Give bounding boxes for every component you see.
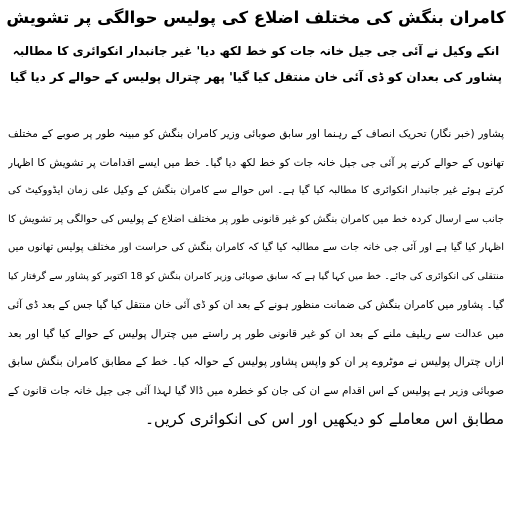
article-line: گیا۔ پشاور میں کامران بنگش کی ضمانت منظور ہونے کے بعد ان کو ڈی آئی خان منتقل کیا گیا جس کے بعد ڈی آئی <box>8 299 504 311</box>
article-line: اظہار کیا گیا ہے اور آئی جی خانہ جات سے مطالبہ کیا گیا کہ کامران بنگش کی حراست اور مختلف پولیس تھانوں میں <box>8 242 504 253</box>
article-line: مطابق اس معاملے کو دیکھیں اور اس کی انکوائری کریں۔ <box>145 410 504 428</box>
sub-headline-2: پشاور کی بعدان کو ڈی آئی خان منتقل کیا گیا' پھر چترال پولیس کے حوالے کر دیا گیا <box>10 70 502 84</box>
article-line: جانب سے ارسال کردہ خط میں کامران بنگش کو غیر قانونی طور پر مختلف اضلاع کے پولیس کی حوالگی پر تشویش کا <box>8 213 504 225</box>
main-headline: کامران بنگش کی مختلف اضلاع کی پولیس حوالگی پر تشویش <box>6 8 506 27</box>
article-line: تھانوں کے حوالے کرنے پر آئی جی جیل خانہ جات کو خط لکھ دیا گیا۔ خط میں ایسے اقدامات پر تشویش کا اظہار <box>8 156 504 169</box>
article-line: میں عدالت سے ریلیف ملنے کے بعد ان کو غیر قانونی طور پر راستے میں چترال پولیس کے حوالے کیا گیا اور بعد <box>8 327 504 340</box>
article-line: کرتے ہوئے غیر جانبدار انکوائری کا مطالبہ کیا گیا ہے۔ اس حوالے سے کامران بنگش کے وکیل علی زمان ایڈووکیٹ کی <box>8 185 504 196</box>
article-line: صوبائی وزیر ہے پولیس کے اس اقدام سے ان کی جان کو خطرہ میں ڈالا گیا لہذا آئی جی جیل خانہ جات قانون کے <box>8 384 504 397</box>
article-line: پشاور (خبر نگار) تحریک انصاف کے رہنما اور سابق صوبائی وزیر کامران بنگش کو مبینہ طور پر صوبے کے مختلف <box>8 128 504 140</box>
article-body <box>8 120 504 434</box>
article-line: ازاں چترال پولیس نے موٹروے پر ان کو واپس پشاور پولیس کے حوالہ کیا۔ خط کے مطابق کامران بنگش سابق <box>8 355 504 368</box>
article-line: منتقلی کی انکوائری کی جائے۔ خط میں کہا گیا ہے کہ سابق صوبائی وزیر کامران بنگش کو 18 اکتوبر کو پشاور سے گرفتار کیا <box>8 270 504 282</box>
sub-headline-1: انکے وکیل نے آئی جی جیل خانہ جات کو خط لکھ دیا' غیر جانبدار انکوائری کا مطالبہ <box>12 44 500 58</box>
